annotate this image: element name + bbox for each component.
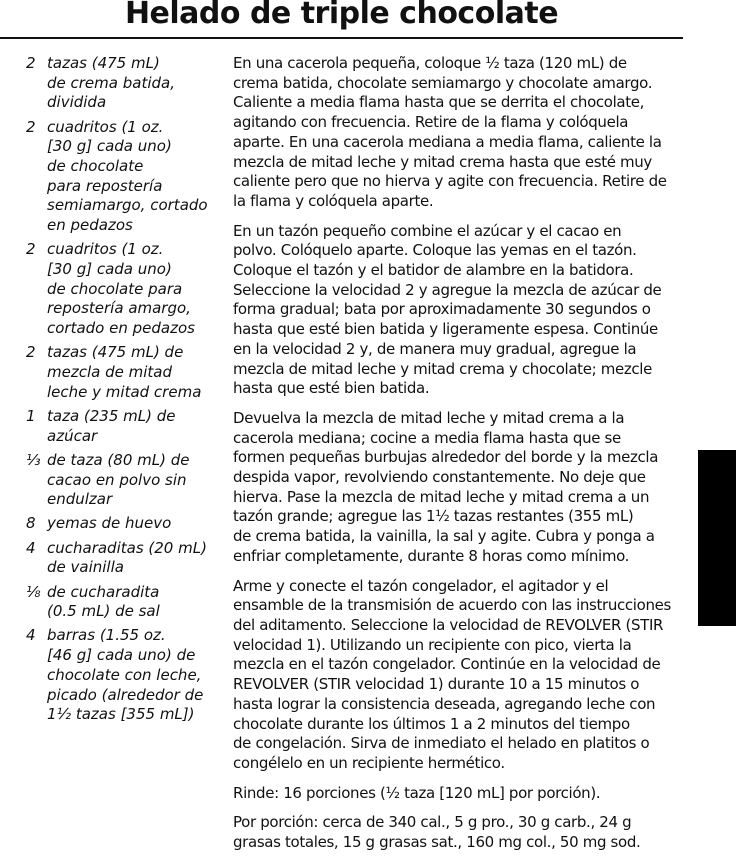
instruction-line: grasas totales, 15 g grasas sat., 160 mg col., 50 mg sod. xyxy=(233,833,641,852)
instruction-line: congélelo en un recipiente hermético. xyxy=(233,753,505,772)
ingredient-quantity: 2 xyxy=(26,54,36,72)
ingredient-line: cacao en polvo sin xyxy=(47,470,187,489)
ingredient-line: de chocolate xyxy=(47,157,144,176)
ingredient-line: azúcar xyxy=(47,426,98,445)
ingredient-quantity: ⅛ xyxy=(26,582,41,601)
ingredient-line: de cucharadita xyxy=(47,582,160,601)
instruction-line: del aditamento. Seleccione la velocidad de REVOLVER (STIR xyxy=(233,615,664,634)
ingredient-line: de chocolate para xyxy=(47,279,183,298)
instruction-line: la flama y colóquela aparte. xyxy=(233,191,434,210)
page-title: Helado de triple chocolate xyxy=(124,0,559,31)
ingredient-line: [30 g] cada uno) xyxy=(47,137,172,156)
ingredient-line: semiamargo, cortado xyxy=(47,196,208,215)
instruction-line: mezcla en el tazón congelador. Continúe en la velocidad de xyxy=(233,655,661,674)
ingredient-line: yemas de huevo xyxy=(47,514,172,533)
ingredient-line: repostería amargo, xyxy=(47,299,191,318)
ingredient-line: picado (alrededor de xyxy=(47,685,204,704)
ingredient-line: taza (235 mL) de xyxy=(47,406,176,425)
instruction-line: en la velocidad 2 y, de manera muy gradual, agregue la xyxy=(233,339,637,358)
instruction-line: de crema batida, la vainilla, la sal y agite. Cubra y ponga a xyxy=(233,527,655,546)
instruction-line: hasta que esté bien batida y ligeramente espesa. Continúe xyxy=(233,320,658,339)
instruction-line: Devuelva la mezcla de mitad leche y mitad crema a la xyxy=(233,408,625,427)
instruction-line: mezcla de mitad leche y mitad crema y chocolate; mezcle xyxy=(233,359,652,378)
instruction-line: ensamble de la transmisión de acuerdo con las instrucciones xyxy=(233,596,671,615)
instruction-line: tazón grande; agregue las 1½ tazas restantes (355 mL) xyxy=(233,507,634,526)
instruction-line: En una cacerola pequeña, coloque ½ taza (120 mL) de xyxy=(233,54,627,72)
instruction-line: mezcla de mitad leche y mitad crema hasta que esté muy xyxy=(233,152,652,171)
ingredient-text xyxy=(47,626,203,725)
ingredient-quantity: 2 xyxy=(26,117,36,136)
ingredient-item xyxy=(26,626,226,725)
ingredient-text xyxy=(47,451,189,510)
instruction-paragraph xyxy=(233,409,688,567)
instruction-line: Rinde: 16 porciones (½ taza [120 mL] por porción). xyxy=(233,783,601,802)
ingredient-text xyxy=(47,407,176,446)
ingredient-item xyxy=(26,240,226,339)
ingredient-line: [46 g] cada uno) de xyxy=(47,646,196,665)
ingredient-text xyxy=(47,240,195,339)
instruction-line: Seleccione la velocidad 2 y agregue la mezcla de azúcar de xyxy=(233,280,662,299)
ingredient-line: tazas (475 mL) de xyxy=(47,343,184,362)
instruction-line: aparte. En una cacerola mediana a media flama, caliente la xyxy=(233,132,662,151)
ingredient-line: cuadritos (1 oz. xyxy=(47,240,164,259)
ingredient-quantity: 4 xyxy=(26,626,36,645)
ingredient-line: de taza (80 mL) de xyxy=(47,450,190,469)
ingredient-quantity: 4 xyxy=(26,538,36,557)
ingredient-line: 1½ tazas [355 mL]) xyxy=(47,705,195,724)
instruction-line: despida vapor, revolviendo constantemente. No deje que xyxy=(233,468,646,487)
instruction-paragraph xyxy=(233,54,688,212)
instruction-paragraph xyxy=(233,813,688,852)
instruction-line: REVOLVER (STIR velocidad 1) durante 10 a 15 minutos o xyxy=(233,675,640,694)
ingredient-line: en pedazos xyxy=(47,216,133,235)
ingredient-line: endulzar xyxy=(47,490,113,509)
instruction-line: hasta que esté bien batida. xyxy=(233,379,430,398)
ingredient-quantity: ⅓ xyxy=(26,450,41,469)
ingredient-line: cucharaditas (20 mL) xyxy=(47,538,207,557)
ingredient-text xyxy=(47,54,175,113)
ingredient-list xyxy=(26,54,226,730)
instructions xyxy=(233,54,688,863)
instruction-line: crema batida, chocolate semiamargo y chocolate amargo. xyxy=(233,73,653,92)
ingredient-item xyxy=(26,514,226,534)
instruction-line: agitando con frecuencia. Retire de la flama y colóquela xyxy=(233,113,629,132)
ingredient-text xyxy=(47,514,171,534)
ingredient-line: leche y mitad crema xyxy=(47,382,202,401)
ingredient-item xyxy=(26,407,226,446)
instruction-line: cacerola mediana; cocine a media flama hasta que se xyxy=(233,428,621,447)
ingredient-text xyxy=(47,343,201,402)
ingredient-line: tazas (475 mL) xyxy=(47,54,160,72)
ingredient-text xyxy=(47,118,208,236)
ingredient-quantity: 2 xyxy=(26,240,36,259)
instruction-paragraph xyxy=(233,784,688,804)
ingredient-quantity: 1 xyxy=(26,406,36,425)
ingredient-quantity: 8 xyxy=(26,514,36,533)
instruction-line: Arme y conecte el tazón congelador, el agitador y el xyxy=(233,576,609,595)
instruction-line: chocolate durante los últimos 1 a 2 minutos del tiempo xyxy=(233,714,630,733)
section-tab-marker xyxy=(698,450,736,626)
ingredient-item xyxy=(26,583,226,622)
instruction-line: polvo. Colóquelo aparte. Coloque las yemas en el tazón. xyxy=(233,241,637,260)
ingredient-item xyxy=(26,343,226,402)
ingredient-item xyxy=(26,451,226,510)
instruction-line: Caliente a media flama hasta que se derrita el chocolate, xyxy=(233,93,645,112)
instruction-line: velocidad 1). Utilizando un recipiente con pico, vierta la xyxy=(233,635,632,654)
instruction-line: caliente pero que no hierva y agite con frecuencia. Retire de xyxy=(233,172,667,191)
instruction-line: Coloque el tazón y el batidor de alambre en la batidora. xyxy=(233,261,634,280)
instruction-line: forma gradual; bata por aproximadamente 30 segundos o xyxy=(233,300,651,319)
instruction-line: Por porción: cerca de 340 cal., 5 g pro., 30 g carb., 24 g xyxy=(233,813,632,832)
instruction-line: hasta lograr la consistencia deseada, agregando leche con xyxy=(233,694,656,713)
ingredient-line: chocolate con leche, xyxy=(47,665,202,684)
ingredient-quantity: 2 xyxy=(26,343,36,362)
ingredient-line: de vainilla xyxy=(47,558,124,577)
ingredient-text xyxy=(47,539,207,578)
ingredient-line: barras (1.55 oz. xyxy=(47,626,166,645)
instruction-line: de congelación. Sirva de inmediato el helado en platitos o xyxy=(233,734,650,753)
instruction-line: En un tazón pequeño combine el azúcar y el cacao en xyxy=(233,221,622,240)
ingredient-line: cuadritos (1 oz. xyxy=(47,117,164,136)
instruction-line: hierva. Pase la mezcla de mitad leche y mitad crema a un xyxy=(233,487,650,506)
instruction-line: enfriar completamente, durante 8 horas como mínimo. xyxy=(233,546,630,565)
ingredient-line: mezcla de mitad xyxy=(47,363,172,382)
instruction-line: formen pequeñas burbujas alrededor del borde y la mezcla xyxy=(233,448,659,467)
ingredient-item xyxy=(26,54,226,113)
title-divider xyxy=(0,37,683,39)
ingredient-line: [30 g] cada uno) xyxy=(47,260,172,279)
ingredient-item xyxy=(26,118,226,236)
instruction-paragraph xyxy=(233,577,688,774)
ingredient-item xyxy=(26,539,226,578)
instruction-paragraph xyxy=(233,222,688,399)
ingredient-line: para repostería xyxy=(47,176,163,195)
ingredient-text xyxy=(47,583,160,622)
ingredient-line: dividida xyxy=(47,93,107,112)
ingredient-line: de crema batida, xyxy=(47,73,175,92)
ingredient-line: cortado en pedazos xyxy=(47,319,195,338)
ingredient-line: (0.5 mL) de sal xyxy=(47,602,160,621)
